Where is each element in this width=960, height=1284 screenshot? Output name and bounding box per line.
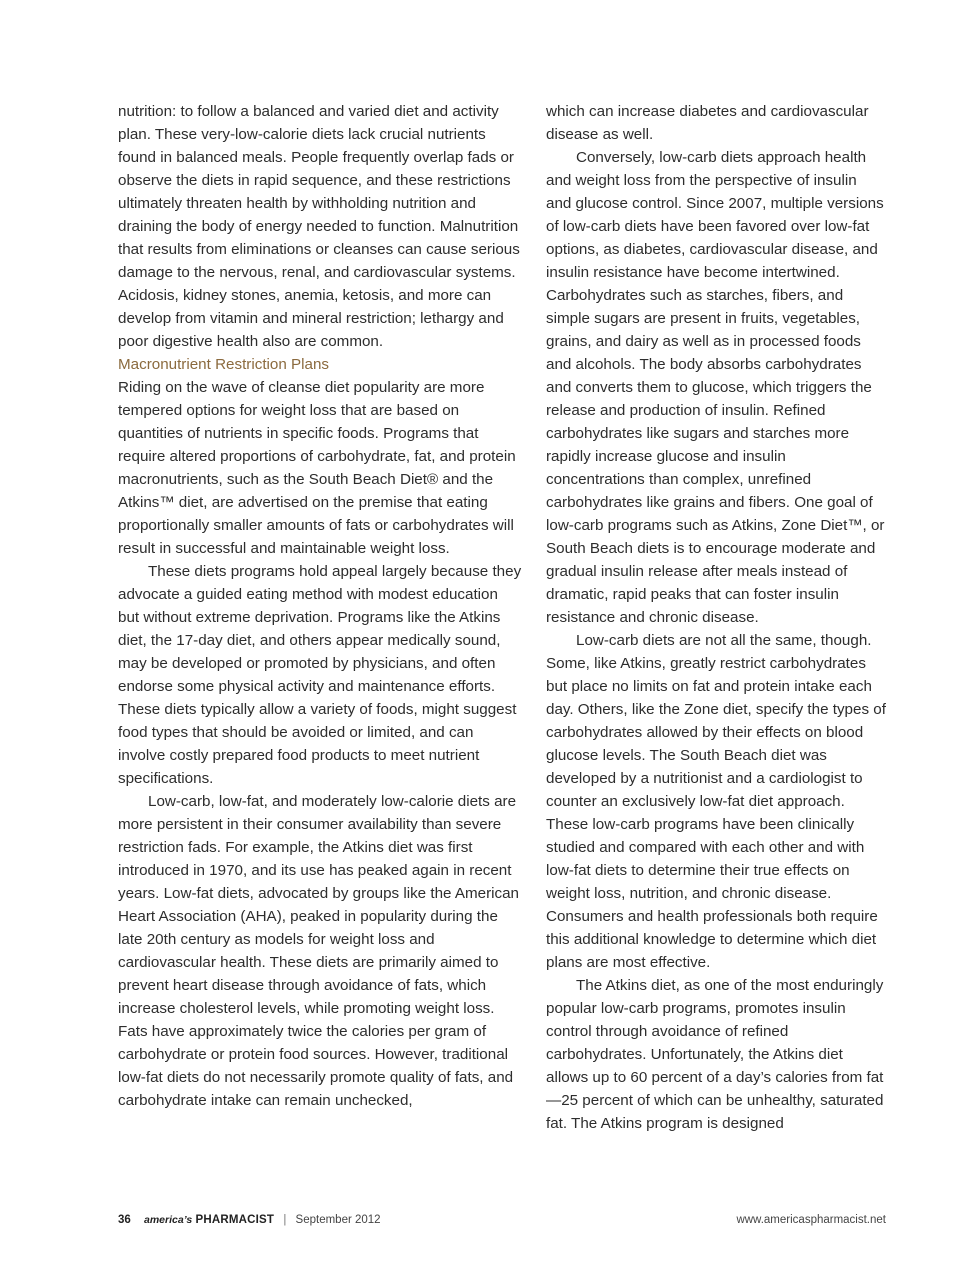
left-paragraph-1: nutrition: to follow a balanced and varied diet and activity plan. These very-low-calorie diets lack crucial nutrients found in balanced meals. People frequently overlap fads or observe the diets in rapid sequence, and these restrictions ultimately threaten health by withholding nutrition and draining the body of energy needed to function. Malnutrition that results from eliminations or cleanses can cause serious damage to the nervous, renal, and cardiovascular systems. Acidosis, kidney stones, anemia, ketosis, and more can develop from vitamin and mineral restriction; lethargy and poor digestive health also are common. [118,103,520,350]
right-column [546,100,886,1135]
brand-name-small: america’s [144,1214,193,1226]
right-paragraph-3: Low-carb diets are not all the same, though. Some, like Atkins, greatly restrict carbohydrates but place no limits on fat and protein intake each day. Others, like the Zone diet, specify the types of carbohydrates allowed by their effects on blood glucose levels. The South Beach diet was developed by a nutritionist and a cardiologist to counter an exclusively low-fat diet approach. These low-carb programs have been clinically studied and compared with each other and with low-fat diets to determine their true effects on weight loss, nutrition, and chronic disease. Consumers and health professionals both require this additional knowledge to determine which diet plans are most effective. [546,632,886,971]
right-paragraph-4: The Atkins diet, as one of the most enduringly popular low-carb programs, promotes insulin control through avoidance of refined carbohydrates. Unfortunately, the Atkins diet allows up to 60 percent of a day’s calories from fat—25 percent of which can be unhealthy, saturated fat. The Atkins program is designed [546,977,884,1132]
left-column [118,100,522,1112]
footer-separator: | [283,1214,287,1226]
section-heading: Macronutrient Restriction Plans [118,356,330,373]
right-paragraph-2: Conversely, low-carb diets approach health and weight loss from the perspective of insulin and glucose control. Since 2007, multiple versions of low-carb diets have been favored over low-fat options, as diabetes, cardiovascular disease, and insulin resistance have become intertwined. Carbohydrates such as starches, fibers, and simple sugars are present in fruits, vegetables, grains, and dairy as well as in processed foods and alcohols. The body absorbs carbohydrates and converts them to glucose, which triggers the release and production of insulin. Refined carbohydrates like sugars and starches more rapidly increase glucose and insulin concentrations than complex, unrefined carbohydrates like grains and fibers. One goal of low-carb programs such as Atkins, Zone Diet™, or South Beach diets is to encourage moderate and gradual insulin release after meals instead of dramatic, rapid peaks that can foster insulin resistance and chronic disease. [546,149,885,626]
left-paragraph-3: These diets programs hold appeal largely because they advocate a guided eating method with modest education but without extreme deprivation. Programs like the Atkins diet, the 17-day diet, and others appear medically sound, may be developed or promoted by physicians, and often endorse some physical activity and maintenance efforts. These diets typically allow a variety of foods, might suggest food types that should be avoided or limited, and can involve costly prepared food products to meet nutrient specifications. [118,563,522,787]
right-paragraph-1: which can increase diabetes and cardiovascular disease as well. [546,103,869,143]
left-paragraph-4: Low-carb, low-fat, and moderately low-calorie diets are more persistent in their consumer availability than severe restriction fads. For example, the Atkins diet was first introduced in 1970, and its use has peaked again in recent years. Low-fat diets, advocated by groups like the American Heart Association (AHA), peaked in popularity during the late 20th century as models for weight loss and cardiovascular health. These diets are primarily aimed to prevent heart disease through avoidance of fats, which increase cholesterol levels, while promoting weight loss. Fats have approximately twice the calories per gram of carbohydrate or protein food sources. However, traditional low-fat diets do not necessarily promote quality of fats, and carbohydrate intake can remain unchecked, [118,793,519,1109]
left-paragraph-2: Riding on the wave of cleanse diet popularity are more tempered options for weight loss that are based on quantities of nutrients in specific foods. Programs that require altered proportions of carbohydrate, fat, and protein macronutrients, such as the South Beach Diet® and the Atkins™ diet, are advertised on the premise that eating proportionally smaller amounts of fats or carbohydrates will result in successful and maintainable weight loss. [118,379,516,557]
page-number: 36 [118,1214,131,1226]
website-url: www.americaspharmacist.net [736,1214,886,1226]
footer-left [118,1210,381,1230]
issue-date: September 2012 [295,1214,381,1226]
brand-name-big: PHARMACIST [195,1214,275,1226]
page-footer [118,1210,886,1230]
